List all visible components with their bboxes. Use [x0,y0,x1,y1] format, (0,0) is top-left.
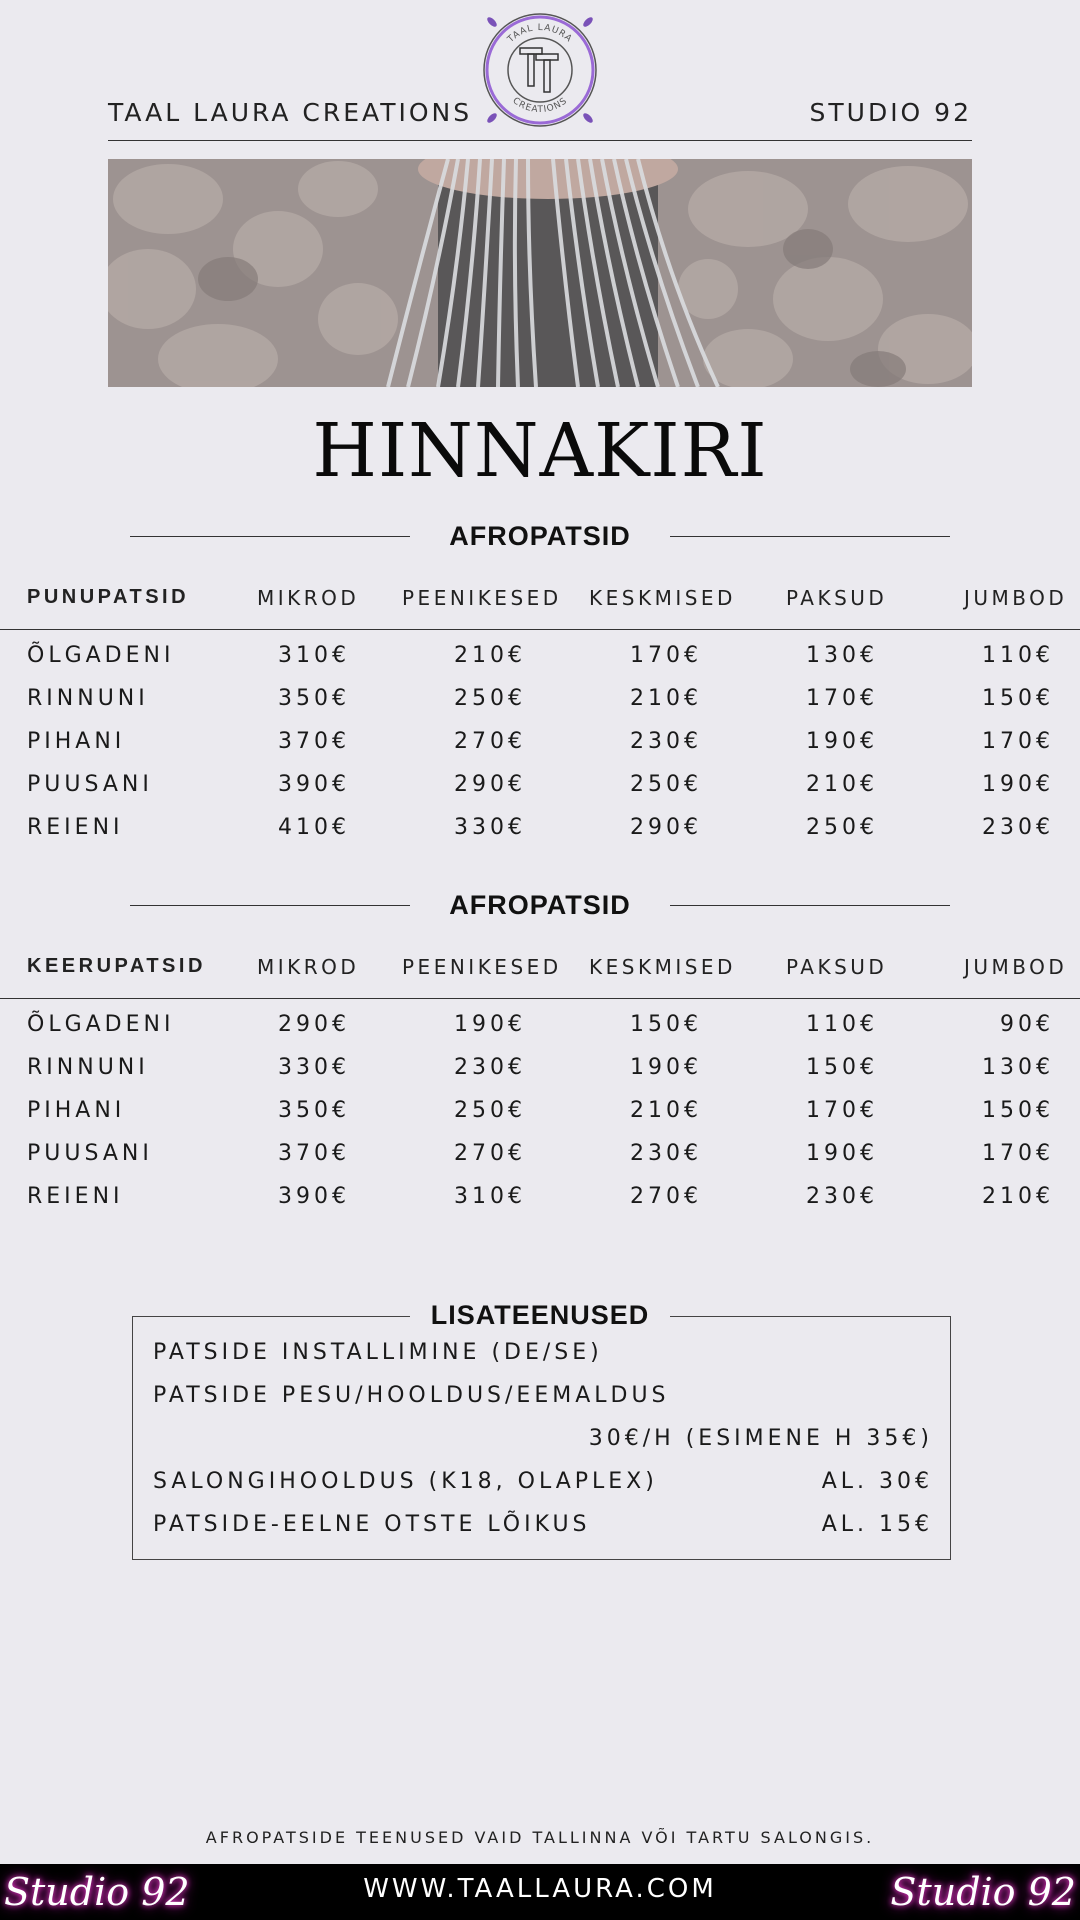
price-cell: 210€ [630,1098,702,1123]
svg-text:CREATIONS [510,96,569,115]
monogram-icon [520,48,558,92]
footer-bar [0,1864,1080,1920]
price-cell: 150€ [982,1098,1054,1123]
extras-item-label: PATSIDE INSTALLIMINE (DE/SE) [153,1340,603,1365]
price-cell: 190€ [806,1141,878,1166]
extras-item [153,1340,933,1365]
price-cell: 210€ [454,643,526,668]
website-link[interactable]: WWW.TAALLAURA.COM [363,1874,717,1904]
row-label: ÕLGADENI [27,1012,175,1037]
price-cell: 170€ [806,1098,878,1123]
price-cell: 350€ [278,1098,350,1123]
column-header: PEENIKESED [402,586,562,610]
row-label: REIENI [27,815,124,840]
price-cell: 290€ [630,815,702,840]
table-row [0,815,1080,858]
price-cell: 150€ [982,686,1054,711]
brand-logo [478,8,602,132]
table-row [0,772,1080,815]
price-cell: 90€ [1000,1012,1054,1037]
logo-text-bottom: CREATIONS [510,96,570,116]
table-row [0,1012,1080,1055]
price-cell: 230€ [630,729,702,754]
svg-text:TAAL LAURA [505,23,574,46]
column-header: PUNUPATSID [27,586,190,608]
table-row [0,1141,1080,1184]
extras-item-price: AL. 30€ [821,1469,933,1494]
heading-rule-right [670,905,950,906]
price-cell: 250€ [630,772,702,797]
price-cell: 230€ [982,815,1054,840]
price-cell: 110€ [982,643,1054,668]
price-cell: 390€ [278,1184,350,1209]
row-label: RINNUNI [27,686,149,711]
price-cell: 250€ [454,1098,526,1123]
price-cell: 250€ [454,686,526,711]
logo-text-top: TAAL LAURA [505,22,574,45]
extras-title: LISATEENUSED [410,1300,670,1331]
price-cell: 210€ [630,686,702,711]
price-table-punupatsid [0,586,1080,858]
price-cell: 370€ [278,1141,350,1166]
price-cell: 270€ [630,1184,702,1209]
price-cell: 150€ [630,1012,702,1037]
extras-item [153,1469,933,1494]
price-cell: 150€ [806,1055,878,1080]
price-cell: 230€ [630,1141,702,1166]
row-label: RINNUNI [27,1055,149,1080]
hero-image [108,159,972,387]
extras-item-price: AL. 15€ [821,1512,933,1537]
price-cell: 170€ [982,729,1054,754]
price-cell: 170€ [630,643,702,668]
price-cell: 230€ [806,1184,878,1209]
price-cell: 130€ [982,1055,1054,1080]
price-cell: 190€ [454,1012,526,1037]
table-row [0,1184,1080,1227]
header-divider [108,140,972,141]
price-cell: 270€ [454,729,526,754]
price-cell: 130€ [806,643,878,668]
price-cell: 170€ [982,1141,1054,1166]
price-cell: 110€ [806,1012,878,1037]
page-title: HINNAKIRI [312,408,768,494]
price-cell: 250€ [806,815,878,840]
price-cell: 350€ [278,686,350,711]
table-header [0,955,1080,999]
price-cell: 410€ [278,815,350,840]
price-cell: 190€ [630,1055,702,1080]
section-title: AFROPATSID [449,521,631,551]
row-label: ÕLGADENI [27,643,175,668]
extras-item-label: SALONGIHOOLDUS (K18, OLAPLEX) [153,1469,658,1494]
footnote: AFROPATSIDE TEENUSED VAID TALLINNA VÕI TARTU SALONGIS. [205,1828,875,1847]
table-row [0,729,1080,772]
column-header: KESKMISED [589,955,736,979]
section-title: AFROPATSID [449,890,631,920]
studio-name: STUDIO 92 [809,98,972,127]
price-cell: 310€ [454,1184,526,1209]
price-cell: 370€ [278,729,350,754]
column-header: KEERUPATSID [27,955,206,977]
column-header: JUMBOD [964,586,1068,610]
column-header: MIKROD [257,955,360,979]
price-cell: 310€ [278,643,350,668]
heading-rule-right [670,536,950,537]
extras-item-label: PATSIDE PESU/HOOLDUS/EEMALDUS [153,1383,670,1408]
row-label: PIHANI [27,1098,126,1123]
price-cell: 190€ [806,729,878,754]
price-table-keerupatsid [0,955,1080,1227]
extras-item-label: PATSIDE-EELNE OTSTE LÕIKUS [153,1512,591,1537]
row-label: PIHANI [27,729,126,754]
section-heading-keerupatsid [130,890,950,920]
price-cell: 170€ [806,686,878,711]
brand-name: TAAL LAURA CREATIONS [108,98,473,127]
column-header: KESKMISED [589,586,736,610]
row-label: PUUSANI [27,1141,153,1166]
table-row [0,1098,1080,1141]
row-label: REIENI [27,1184,124,1209]
section-heading-punupatsid [130,521,950,551]
price-cell: 210€ [982,1184,1054,1209]
column-header: JUMBOD [964,955,1068,979]
price-cell: 390€ [278,772,350,797]
price-cell: 190€ [982,772,1054,797]
price-cell: 230€ [454,1055,526,1080]
table-row [0,643,1080,686]
price-cell: 270€ [454,1141,526,1166]
table-row [0,1055,1080,1098]
price-cell: 330€ [278,1055,350,1080]
column-header: MIKROD [257,586,360,610]
extras-item [153,1383,933,1408]
table-row [0,686,1080,729]
column-header: PEENIKESED [402,955,562,979]
row-label: PUUSANI [27,772,153,797]
price-cell: 330€ [454,815,526,840]
extras-item [153,1512,933,1537]
price-cell: 210€ [806,772,878,797]
column-header: PAKSUD [786,955,888,979]
table-header [0,586,1080,630]
studio-signature-right: Studio 92 [890,1870,1076,1914]
price-cell: 290€ [278,1012,350,1037]
column-header: PAKSUD [786,586,888,610]
price-cell: 290€ [454,772,526,797]
studio-signature-left: Studio 92 [4,1870,190,1914]
extras-item-price: 30€/H (ESIMENE H 35€) [588,1426,933,1451]
